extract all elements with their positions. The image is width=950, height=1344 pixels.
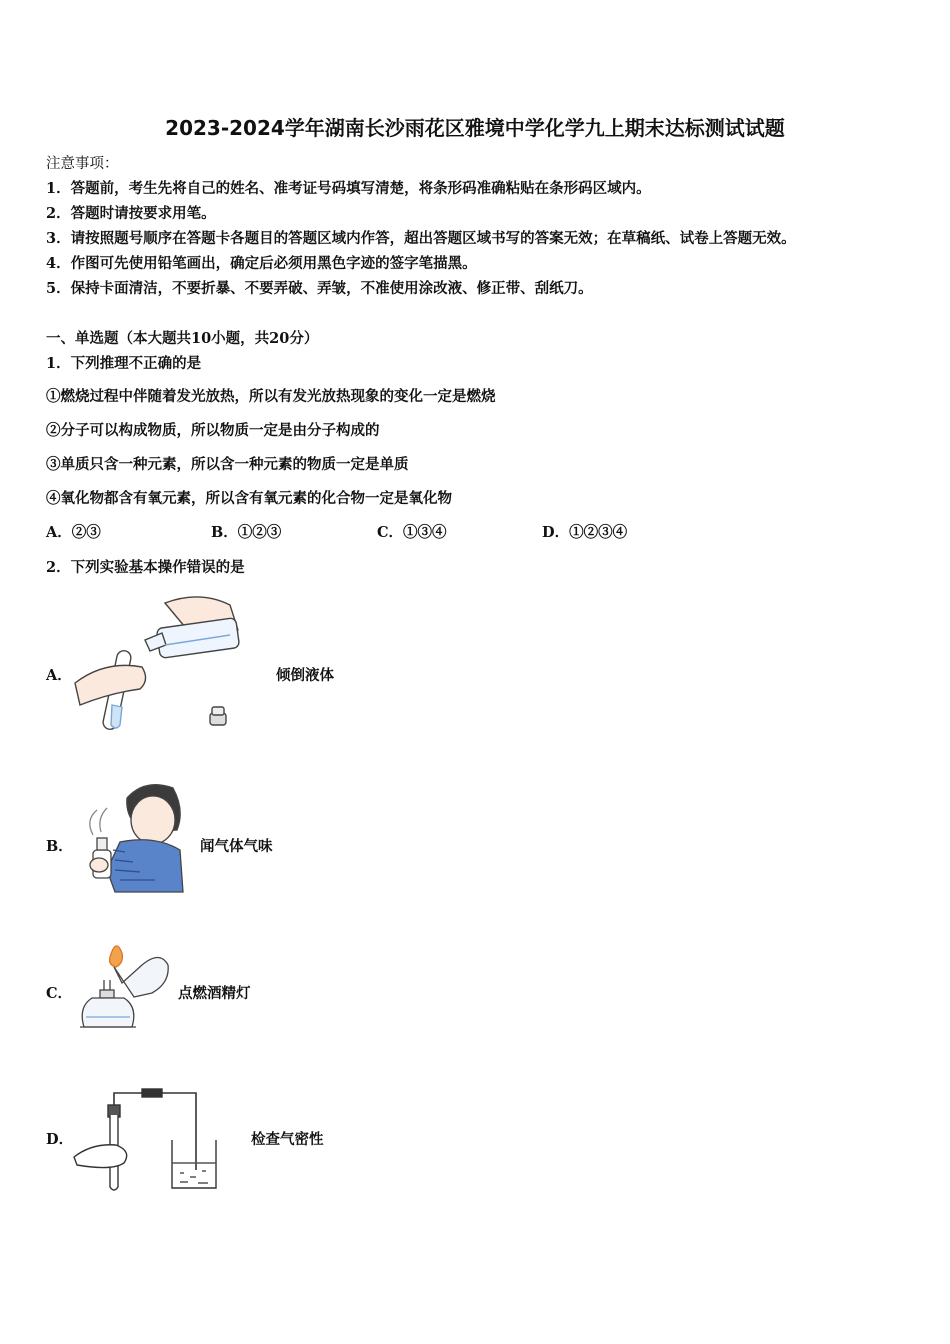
notice-item: 2．答题时请按要求用笔。 — [46, 205, 216, 222]
q1-statement: ④氧化物都含有氧元素，所以含有氧元素的化合物一定是氧化物 — [46, 490, 452, 507]
notice-item: 3．请按照题号顺序在答题卡各题目的答题区域内作答，超出答题区域书写的答案无效；在草稿纸、试卷上答题无效。 — [46, 230, 796, 247]
question-2-stem: 2．下列实验基本操作错误的是 — [46, 559, 245, 576]
q2-option-b-caption: 闻气体气味 — [200, 838, 273, 855]
q1-statement: ③单质只含一种元素，所以含一种元素的物质一定是单质 — [46, 456, 409, 473]
q2-option-a-letter: A． — [46, 667, 72, 684]
notice-heading: 注意事项： — [46, 156, 119, 172]
q2-option-d-letter: D． — [46, 1131, 74, 1148]
pouring-liquid-illustration — [70, 585, 245, 740]
q1-statement: ②分子可以构成物质，所以物质一定是由分子构成的 — [46, 422, 380, 439]
q1-option-b: B．①②③ — [211, 524, 282, 541]
q1-option-d: D．①②③④ — [542, 524, 628, 541]
q1-statement: ①燃烧过程中伴随着发光放热，所以有发光放热现象的变化一定是燃烧 — [46, 388, 496, 405]
q2-option-d-caption: 检查气密性 — [251, 1131, 324, 1148]
q2-option-c-letter: C． — [46, 985, 73, 1002]
question-1-stem: 1．下列推理不正确的是 — [46, 355, 202, 372]
notice-item: 4．作图可先使用铅笔画出，确定后必须用黑色字迹的签字笔描黑。 — [46, 255, 477, 272]
section-heading: 一、单选题（本大题共10小题，共20分） — [46, 330, 319, 347]
alcohol-lamp-illustration — [72, 935, 172, 1040]
page-title: 2023-2024学年湖南长沙雨花区雅境中学化学九上期末达标测试试题 — [165, 116, 785, 140]
smelling-gas-illustration — [85, 780, 190, 895]
q2-option-c-caption: 点燃酒精灯 — [178, 985, 251, 1002]
q2-option-b-letter: B． — [46, 838, 73, 855]
q1-option-c: C．①③④ — [377, 524, 447, 541]
q2-option-a-caption: 倾倒液体 — [276, 667, 334, 684]
notice-item: 1．答题前，考生先将自己的姓名、准考证号码填写清楚，将条形码准确粘贴在条形码区域内。 — [46, 180, 651, 197]
airtightness-check-illustration — [72, 1085, 222, 1195]
q1-option-a: A．②③ — [46, 524, 101, 541]
notice-item: 5．保持卡面清洁，不要折暴、不要弄破、弄皱，不准使用涂改液、修正带、刮纸刀。 — [46, 280, 593, 297]
